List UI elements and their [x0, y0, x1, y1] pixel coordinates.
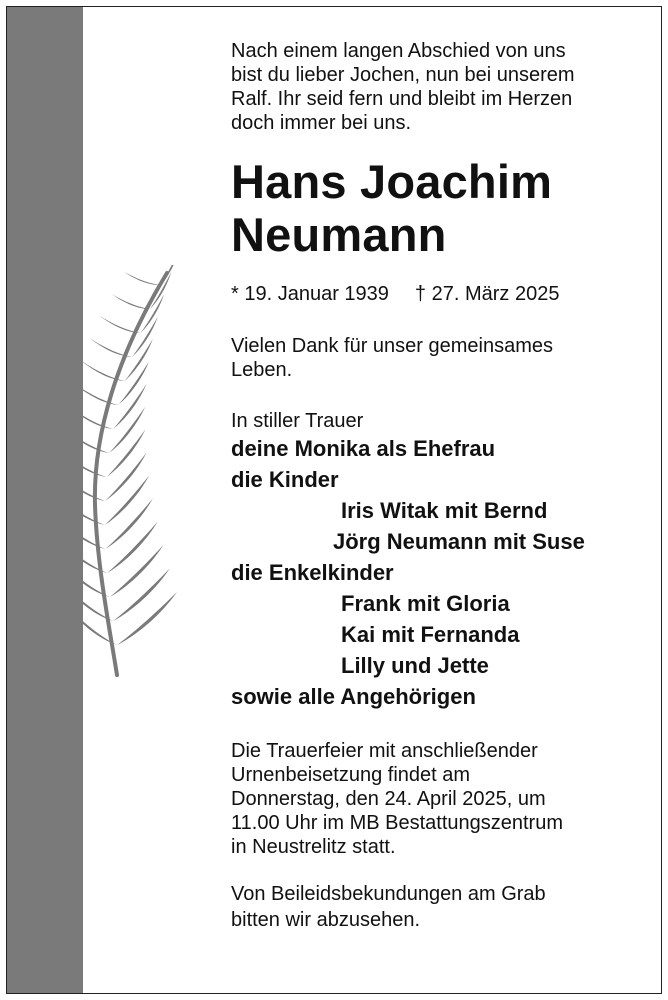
ceremony-info — [231, 739, 651, 859]
frond-leaf — [95, 475, 159, 525]
condolence-line: bitten wir abzusehen. — [231, 909, 421, 931]
condolence-note — [231, 881, 651, 933]
mourner-line: Lilly und Jette — [341, 653, 489, 678]
notice-content — [231, 39, 651, 933]
life-dates — [231, 282, 651, 306]
ceremony-line: Die Trauerfeier mit anschließender — [231, 740, 538, 762]
intro-line: bist du lieber Jochen, nun bei unserem — [231, 64, 575, 86]
thanks-line: Vielen Dank für unser gemeinsames — [231, 335, 554, 357]
frond-leaf — [105, 568, 178, 621]
mourner-line: deine Monika als Ehefrau — [231, 436, 496, 461]
ceremony-line: in Neustrelitz statt. — [231, 836, 396, 858]
mourner-line: sowie alle Angehörigen — [231, 684, 476, 709]
frond-leaf — [96, 498, 163, 549]
intro-line: doch immer bei uns. — [231, 112, 412, 134]
name-line: Neumann — [231, 208, 447, 261]
intro-line: Ralf. Ihr seid fern und bleibt im Herzen — [231, 88, 573, 110]
mourner-line: Jörg Neumann mit Suse — [333, 529, 585, 554]
thanks-text — [231, 334, 651, 382]
intro-text — [231, 39, 651, 135]
birth-date: * 19. Januar 1939 — [231, 283, 389, 305]
obituary-notice — [6, 6, 662, 994]
palm-frond-icon — [17, 265, 187, 685]
mourners-list — [231, 433, 651, 712]
mourning-label: In stiller Trauer — [231, 410, 364, 432]
frond-leaf — [110, 592, 184, 645]
frond-leaf — [101, 545, 172, 597]
frond-leaf — [150, 265, 187, 285]
frond-leaf — [114, 339, 164, 381]
ceremony-line: 11.00 Uhr im MB Bestattungszentrum — [231, 812, 563, 834]
frond-leaf — [139, 272, 182, 309]
mourner-line: Frank mit Gloria — [341, 591, 510, 616]
ceremony-line: Donnerstag, den 24. April 2025, um — [231, 788, 546, 810]
frond-leaf — [98, 522, 167, 573]
mourner-line: Kai mit Fernanda — [341, 622, 520, 647]
frond-leaf — [100, 304, 141, 345]
mourner-line: die Enkelkinder — [231, 560, 394, 585]
frond-leaf — [89, 326, 132, 369]
death-date: † 27. März 2025 — [414, 283, 560, 305]
condolence-line: Von Beileidsbekundungen am Grab — [231, 883, 546, 905]
mourner-line: Iris Witak mit Bernd — [341, 498, 548, 523]
frond-leaf — [95, 452, 157, 501]
name-line: Hans Joachim — [231, 155, 553, 208]
mourner-line: die Kinder — [231, 467, 339, 492]
intro-line: Nach einem langen Abschied von uns — [231, 40, 566, 62]
deceased-name — [231, 155, 651, 261]
ceremony-line: Urnenbeisetzung findet am — [231, 764, 471, 786]
thanks-line: Leben. — [231, 359, 293, 381]
